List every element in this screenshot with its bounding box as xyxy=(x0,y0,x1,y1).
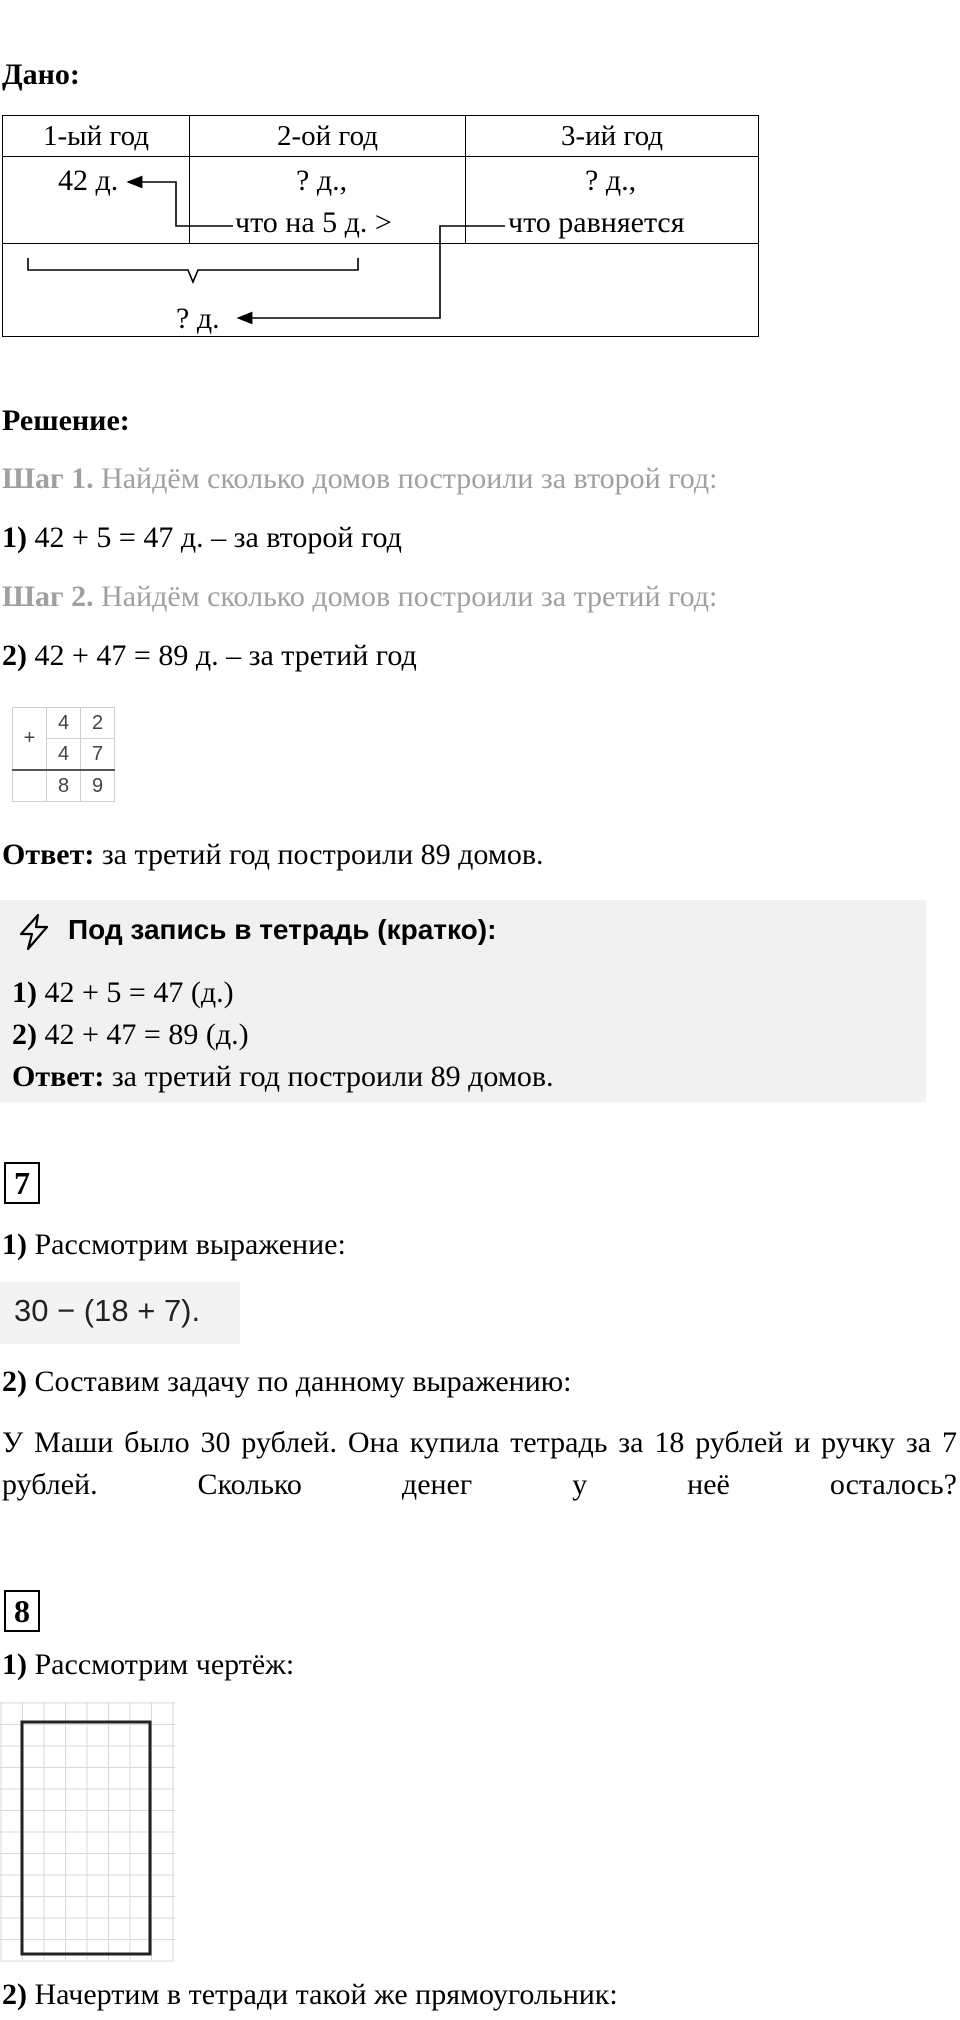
calc-result-digit: 8 xyxy=(47,770,81,802)
year2-value: ? д., xyxy=(296,164,348,197)
task7-p1-text: Рассмотрим выражение: xyxy=(27,1228,346,1261)
task7-p1-number: 1) xyxy=(2,1228,27,1261)
step2-text: Найдём сколько домов построили за третий год: xyxy=(93,580,718,613)
column-addition xyxy=(12,707,115,802)
answer-text: за третий год построили 89 домов. xyxy=(94,838,544,871)
short-line1-number: 1) xyxy=(12,976,37,1009)
line1-text: 42 + 5 = 47 д. – за второй год xyxy=(27,521,402,554)
compare-arrow xyxy=(128,182,233,226)
task8-p1-text: Рассмотрим чертёж: xyxy=(27,1648,295,1681)
short-answer xyxy=(12,1060,553,1094)
line2-number: 2) xyxy=(2,639,27,672)
task8-number: 8 xyxy=(4,1590,40,1632)
year3-value: ? д., xyxy=(585,164,637,197)
year3-relation: что равняется xyxy=(508,206,685,239)
calc-result-digit: 9 xyxy=(81,770,115,802)
short-note-heading: Под запись в тетрадь (кратко): xyxy=(68,914,497,945)
task7-story: У Маши было 30 рублей. Она купила тетрадь за 18 рублей и ручку за 7 рублей. Сколько денег у неё осталось? xyxy=(2,1426,957,1501)
short-line2-text: 42 + 47 = 89 (д.) xyxy=(37,1018,249,1051)
step1-label: Шаг 1. xyxy=(2,462,94,495)
expression: 30 − (18 + 7). xyxy=(14,1293,201,1328)
task8-point1 xyxy=(2,1648,294,1682)
task8-p2-text: Начертим в тетради такой же прямоугольник: xyxy=(27,1978,618,2011)
short-line1-text: 42 + 5 = 47 (д.) xyxy=(37,976,234,1009)
plus-sign: + xyxy=(13,708,47,771)
short-answer-text: за третий год построили 89 домов. xyxy=(104,1060,554,1093)
header-year3: 3-ий год xyxy=(466,116,759,157)
lightning-icon xyxy=(14,912,54,952)
calc-digit: 4 xyxy=(47,739,81,771)
grid-drawing xyxy=(0,1702,180,1962)
short-line1 xyxy=(12,976,234,1010)
given-title: Дано: xyxy=(2,58,80,91)
header-year2: 2-ой год xyxy=(190,116,466,157)
task8-point2 xyxy=(2,1978,618,2012)
task8-p1-number: 1) xyxy=(2,1648,27,1681)
calc-digit: 2 xyxy=(81,708,115,739)
task7-p2-number: 2) xyxy=(2,1365,27,1398)
task7-number: 7 xyxy=(4,1162,40,1204)
solution-title: Решение: xyxy=(2,404,130,437)
sum-brace xyxy=(28,258,358,282)
task7-point2 xyxy=(2,1365,572,1399)
rectangle-drawing xyxy=(22,1722,150,1954)
solution-line1 xyxy=(2,521,402,555)
short-answer-label: Ответ: xyxy=(12,1060,105,1093)
short-line2-number: 2) xyxy=(12,1018,37,1051)
task7-point1 xyxy=(2,1228,346,1262)
short-note-box xyxy=(0,900,926,1102)
short-line2 xyxy=(12,1018,249,1052)
step2 xyxy=(2,580,717,614)
solution-line2 xyxy=(2,639,417,673)
calc-digit: 4 xyxy=(47,708,81,739)
expression-box xyxy=(0,1282,240,1344)
answer-label: Ответ: xyxy=(2,838,95,871)
answer xyxy=(2,838,543,872)
line1-number: 1) xyxy=(2,521,27,554)
step1 xyxy=(2,462,718,496)
year2-relation: что на 5 д. > xyxy=(235,206,392,239)
step2-label: Шаг 2. xyxy=(2,580,94,613)
sum-arrow xyxy=(238,226,505,318)
sum-value: ? д. xyxy=(176,302,220,335)
calc-digit: 7 xyxy=(81,739,115,771)
header-year1: 1-ый год xyxy=(3,116,190,157)
line2-text: 42 + 47 = 89 д. – за третий год xyxy=(27,639,417,672)
task7-p2-text: Составим задачу по данному выражению: xyxy=(27,1365,572,1398)
step1-text: Найдём сколько домов построили за второй год: xyxy=(93,462,718,495)
given-diagram-lines xyxy=(0,0,960,340)
task8-p2-number: 2) xyxy=(2,1978,27,2011)
year1-value: 42 д. xyxy=(58,164,119,197)
